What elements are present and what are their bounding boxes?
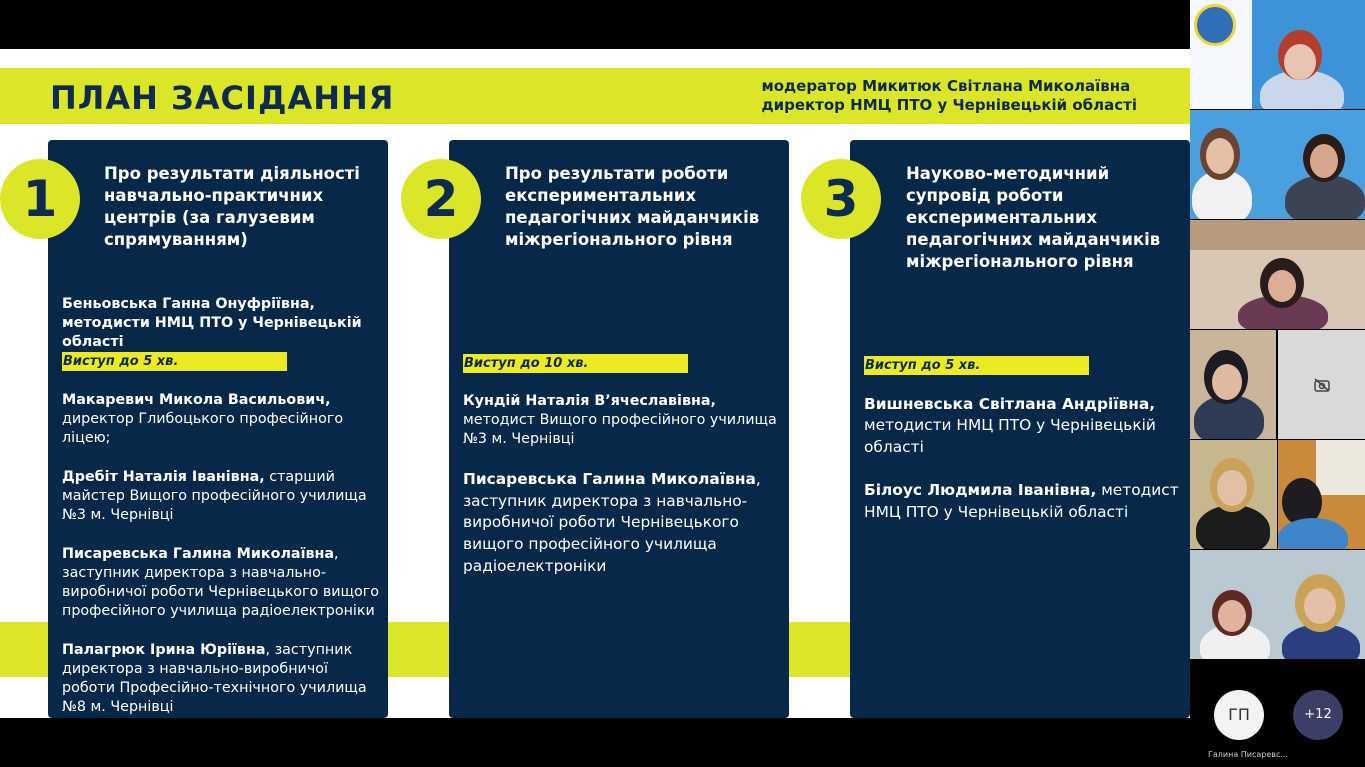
time-limit: Виступ до 5 хв. [864,356,1089,375]
speaker-name: Білоус Людмила Іванівна, [864,481,1097,499]
speaker-role: методисти НМЦ ПТО у Чернівецькій області [864,416,1156,456]
moderator-info [761,77,1137,115]
room-shelf [1190,220,1365,250]
participant-face [1284,44,1316,80]
video-tile[interactable] [1190,330,1276,439]
time-limit: Виступ до 5 хв. [62,352,287,371]
speaker-entry [864,480,1182,523]
participant-face [1217,470,1247,506]
organization-logo-icon [1194,4,1236,46]
camera-off-icon [1314,378,1330,392]
video-tile[interactable] [1190,110,1365,219]
shared-presentation [0,49,1190,718]
time-limit: Виступ до 10 хв. [463,354,688,373]
agenda-number-2: 2 [401,159,481,239]
agenda-card-3 [850,140,1190,718]
video-tile-camera-off[interactable] [1278,330,1365,439]
speaker-name: Вишневська Світлана Андріївна, [864,394,1156,413]
speaker-name: Дребіт Наталія Іванівна, [62,469,265,485]
video-tile[interactable] [1190,0,1365,109]
agenda-number-1: 1 [0,159,80,239]
speaker-name: Палагрюк Ірина Юріївна [62,642,266,658]
lead-speaker [62,295,380,352]
speaker-role: методисти НМЦ ПТО у Чернівецькій області [62,315,362,350]
participant-face [1206,138,1234,174]
agenda-card-2 [449,140,789,718]
speaker-entry [463,392,781,449]
more-participants-button[interactable]: +12 [1293,690,1343,740]
speaker-entry [463,469,781,578]
participant-footer [1190,664,1365,767]
video-tile[interactable] [1278,440,1365,549]
wall-poster [1316,440,1365,495]
agenda-card-1 [48,140,388,718]
agenda-title-2: Про результати роботи експериментальних педагогічних майданчиків міжрегіонального рівня [505,164,760,249]
agenda-title-3: Науково-методичний супровід роботи експериментальних педагогічних майданчиків міжрегіонального рівня [906,164,1161,271]
speaker-entry [62,545,380,621]
moderator-position: директор НМЦ ПТО у Чернівецькій області [761,96,1137,114]
speaker-entry [62,391,380,448]
moderator-name: модератор Микитюк Світлана Миколаївна [761,77,1131,95]
agenda-title-1: Про результати діяльності навчально-практичних центрів (за галузевим спрямуванням) [104,164,360,249]
speaker-name: Беньовська Ганна Онуфріївна, [62,296,315,312]
video-tile[interactable] [1190,220,1365,329]
participant-face [1218,600,1246,632]
slide-title: ПЛАН ЗАСІДАННЯ [50,79,395,117]
agenda-body-1 [62,295,380,718]
speaker-role: , заступник директора з навчально-виробничої роботи Чернівецького вищого професійного училища радіоелектроніки [62,546,380,619]
participant-name: Галина Писаревс... [1208,750,1289,759]
speaker-entry [62,641,380,717]
agenda-body-2 [463,354,781,598]
speaker-role: , заступник директора з навчально-виробничої роботи Професійно-технічного училища №8 м. Чернівці [62,642,367,715]
agenda-body-3 [864,354,1182,543]
agenda-number-3: 3 [801,159,881,239]
speaker-role: директор Глибоцького професійного ліцею; [62,411,344,446]
speaker-name: Кундій Наталія В’ячеславівна, [463,393,716,409]
video-tile[interactable] [1190,550,1365,659]
speaker-role: , заступник директора з навчально-виробничої роботи Чернівецького вищого професійного училища радіоелектроніки [463,470,761,575]
speaker-role: методист НМЦ ПТО у Чернівецькій області [864,481,1179,521]
participants-panel [1190,0,1365,767]
speaker-name: Писаревська Галина Миколаївна [463,470,756,488]
speaker-name: Писаревська Галина Миколаївна [62,546,335,562]
speaker-name: Макаревич Микола Васильович, [62,392,331,408]
video-tile[interactable] [1190,440,1277,549]
speaker-entry [864,394,1182,459]
participant-avatar[interactable]: ГП [1214,690,1264,740]
participant-face [1268,270,1296,302]
participant-face [1310,144,1338,178]
speaker-role: методист Вищого професійного училища №3 м. Чернівці [463,412,777,447]
participant-face [1212,364,1242,400]
participant-figure [1278,518,1348,549]
participant-face [1304,588,1336,624]
speaker-role: старший майстер Вищого професійного училища №3 м. Чернівці [62,469,367,523]
speaker-entry [62,468,380,525]
